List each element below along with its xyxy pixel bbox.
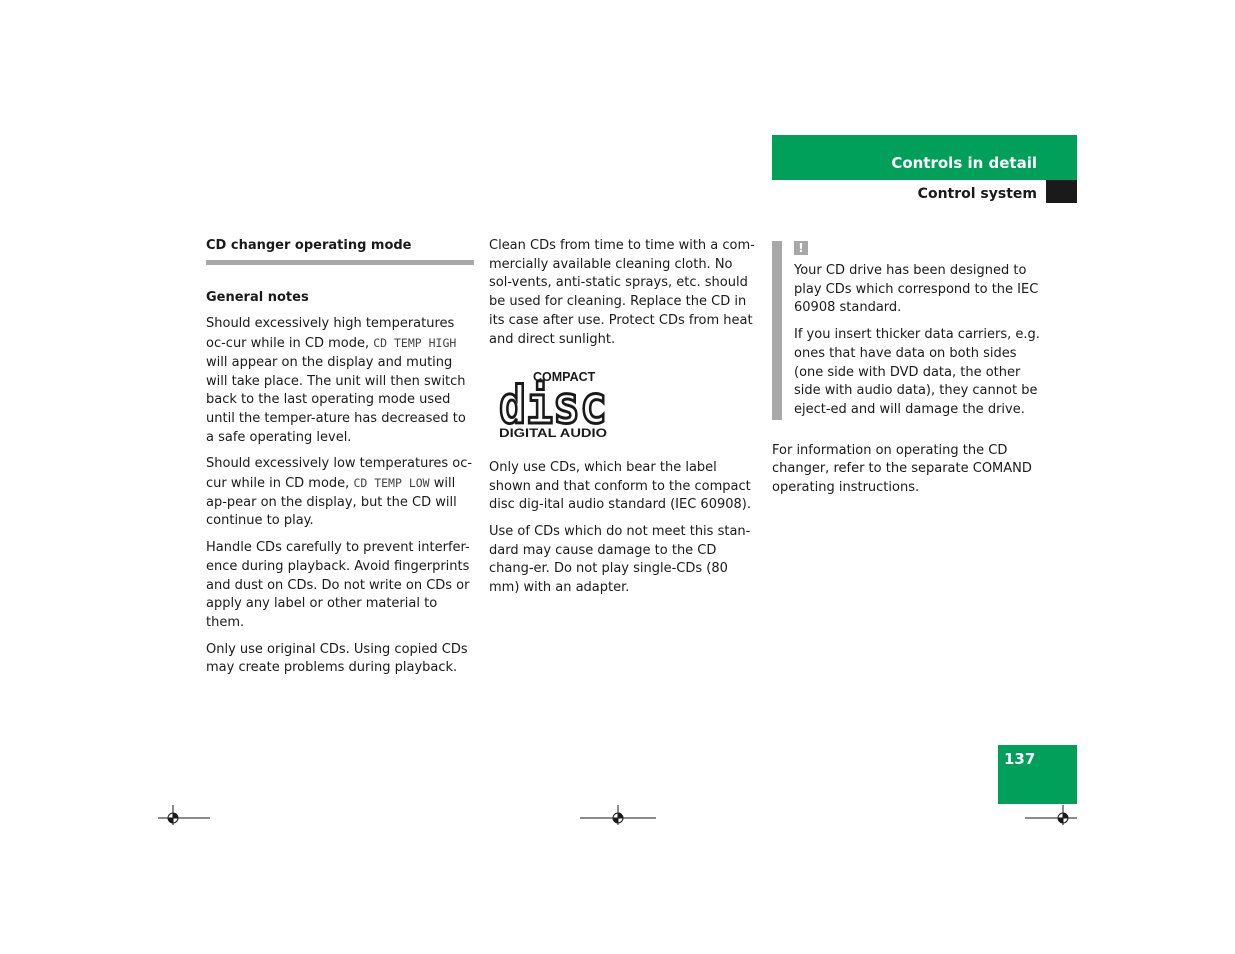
warning-box xyxy=(772,237,1042,420)
column-3 xyxy=(772,237,1042,506)
page-number-box xyxy=(998,745,1077,804)
paragraph-comand-reference: For information on operating the CD changer, refer to the separate COMAND operating instructions. xyxy=(772,442,1032,496)
subheading-general-notes: General notes xyxy=(206,289,309,305)
section-title: Control system xyxy=(917,186,1037,202)
logo-bottom-text: DIGITAL AUDIO xyxy=(499,426,607,440)
section-header xyxy=(772,180,1077,204)
paragraph-handle-cds: Handle CDs carefully to prevent interfer-ence during playback. Avoid fingerprints and dust on CDs. Do not write on CDs or apply any label or other material to them. xyxy=(206,540,470,630)
display-message-temp-low: CD TEMP LOW xyxy=(353,476,430,491)
display-message-temp-high: CD TEMP HIGH xyxy=(373,336,457,351)
page-number: 137 xyxy=(1004,750,1036,768)
compact-disc-logo xyxy=(499,369,609,439)
logo-top-text: COMPACT xyxy=(533,370,596,385)
exclamation-icon: ! xyxy=(794,241,808,255)
column-2 xyxy=(489,237,756,606)
column-1 xyxy=(206,237,474,686)
logo-main-text: disc xyxy=(499,376,607,437)
paragraph-label-standard: Only use CDs, which bear the label shown and that conform to the compact disc dig-ital audio standard (IEC 60908). xyxy=(489,459,751,513)
paragraph-original-cds: Only use original CDs. Using copied CDs may create problems during playback. xyxy=(206,641,468,676)
registration-mark-center-icon xyxy=(578,803,658,827)
chapter-header xyxy=(772,135,1077,180)
paragraph-low-temp: Should excessively low temperatures oc-cur while in CD mode, CD TEMP LOW will ap-pear on the display, but the CD will continue to play. xyxy=(206,456,473,529)
registration-mark-left-icon xyxy=(156,803,212,827)
registration-mark-right-icon xyxy=(1023,803,1079,827)
paragraph-cleaning: Clean CDs from time to time with a com-mercially available cleaning cloth. No sol-vents, anti-static sprays, etc. should be used for cleaning. Replace the CD in its case after use. Protect CDs from heat and direct sunlight. xyxy=(489,238,755,347)
section-marker xyxy=(1046,180,1077,203)
warning-paragraph-thick-carriers: If you insert thicker data carriers, e.g. ones that have data on both sides (one side with DVD data, the other side with audio data), they cannot be eject-ed and will damage the drive. xyxy=(794,327,1040,417)
paragraph-damage-warning: Use of CDs which do not meet this stan-dard may cause damage to the CD chang-er. Do not play single-CDs (80 mm) with an adapter. xyxy=(489,524,751,596)
chapter-title: Controls in detail xyxy=(891,154,1037,172)
paragraph-high-temp: Should excessively high temperatures oc-cur while in CD mode, CD TEMP HIGH will appear on the display and muting will take place. The unit will then switch back to the last operating mode used until the temper-ature has decreased to a safe operating level. xyxy=(206,316,466,445)
warning-paragraph-standard: Your CD drive has been designed to play CDs which correspond to the IEC 60908 standard. xyxy=(794,263,1039,316)
topic-rule xyxy=(206,260,474,265)
topic-title: CD changer operating mode xyxy=(206,238,412,253)
warning-bar xyxy=(772,241,782,420)
